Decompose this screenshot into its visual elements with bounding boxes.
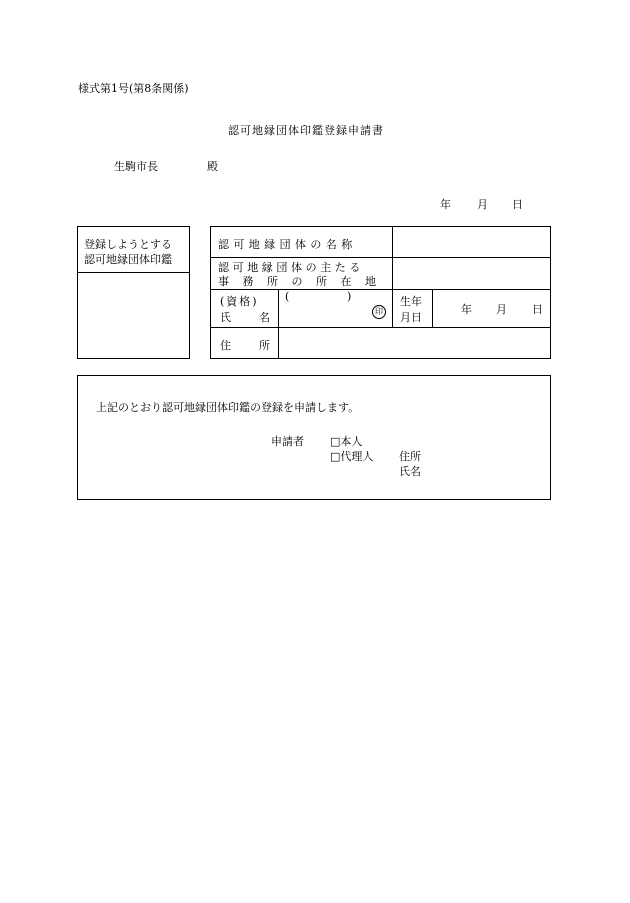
table-row-divider-1 xyxy=(210,257,551,258)
seal-mark-icon: 印 xyxy=(372,305,386,319)
date-day-label: 日 xyxy=(512,198,523,211)
qualification-paren-open: ( xyxy=(285,290,290,303)
table-row-divider-3 xyxy=(210,327,551,328)
group-name-field[interactable] xyxy=(394,228,550,256)
addressee-honorific: 殿 xyxy=(207,160,218,173)
table-col-divider-top xyxy=(392,226,393,289)
birth-date-field[interactable] xyxy=(434,291,550,326)
office-location-field[interactable] xyxy=(394,259,550,288)
applicant-name-label: 氏名 xyxy=(399,465,421,478)
seal-impression-area[interactable] xyxy=(78,273,189,358)
address-field[interactable] xyxy=(280,329,550,358)
table-col-divider-birth-value xyxy=(432,289,433,327)
applicant-agent-checkbox[interactable]: □代理人 xyxy=(330,450,374,463)
seal-box-label-line2: 認可地縁団体印鑑 xyxy=(84,253,172,266)
table-row-divider-2 xyxy=(210,289,551,290)
date-year-label: 年 xyxy=(440,198,451,211)
declaration-statement: 上記のとおり認可地縁団体印鑑の登録を申請します。 xyxy=(96,401,360,414)
office-label-line2: 事務所の所在地 xyxy=(218,275,390,288)
date-month-label: 月 xyxy=(477,198,488,211)
qualification-paren-close: ) xyxy=(347,290,352,303)
applicant-self-checkbox[interactable]: □本人 xyxy=(330,435,363,448)
birth-month-label: 月 xyxy=(496,303,507,316)
form-title: 認可地縁団体印鑑登録申請書 xyxy=(228,124,384,137)
representative-qualification-label: (資格) xyxy=(220,295,259,308)
birth-label-line2: 月日 xyxy=(400,311,422,324)
office-label-line1: 認可地縁団体の主たる xyxy=(218,261,364,274)
birth-label-line1: 生年 xyxy=(400,295,422,308)
seal-box-label-line1: 登録しようとする xyxy=(84,238,172,251)
declaration-box xyxy=(77,375,551,500)
representative-name-label: 氏名 xyxy=(220,311,298,324)
address-label: 住所 xyxy=(220,339,298,352)
addressee-name: 生駒市長 xyxy=(114,160,158,173)
form-number: 様式第1号(第8条関係) xyxy=(78,82,189,95)
group-name-label: 認可地縁団体の名称 xyxy=(218,238,357,251)
table-col-divider-birth xyxy=(392,289,393,327)
birth-year-label: 年 xyxy=(461,303,472,316)
applicant-label: 申請者 xyxy=(271,435,304,448)
applicant-address-label: 住所 xyxy=(399,450,421,463)
birth-day-label: 日 xyxy=(532,303,543,316)
